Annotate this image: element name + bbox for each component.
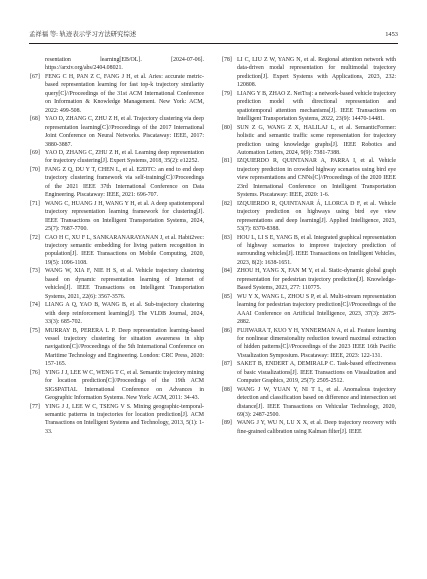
reference-text: WANG J Y, WU N, LU X X, et al. Deep trajectory recovery with fine-grained calibration using Kalman filter[J]. IEEE [237,420,396,435]
reference-number: [79] [222,90,232,97]
page-number: 1453 [385,31,398,38]
reference-entry [222,360,396,385]
reference-entry [222,200,396,234]
reference-number: [74] [30,302,40,309]
reference-number: [76] [30,369,40,376]
reference-text: LI C, LIU Z W, YANG N, et al. Regional attention network with data-driven modal representation for multimodal trajectory prediction[J]. Expert Systems with Applications, 2023, 232: 120808. [237,57,396,89]
reference-text: WANG W, XIA F, NIE H S, et al. Vehicle trajectory clustering based on dynamic representation learning of Internet of vehicles[J]. IEEE Transactions on Intelligent Transportation Systems, 2021, 22(6): 3567-3576. [45,268,204,300]
reference-text: WANG J W, YUAN Y, NI T L, et al. Anomalous trajectory detection and classification based on difference and intersection set distance[J]. IEEE Transactions on Vehicular Technology, 2020, 69(3): 2487-2500. [237,386,396,419]
reference-text: IZQUIERDO R, QUINTANAR A, PARRA I, et al. Vehicle trajectory prediction in crowded highway scenarios using bird eye view representations and CNNs[C]//Proceedings of the 2020 IEEE 23rd International Conference on Intelligent Transportation Systems. Piscataway: IEEE, 2020: 1-6. [237,158,396,199]
reference-number: [68] [30,116,40,123]
reference-entry [222,90,396,124]
reference-entry [30,301,204,326]
reference-number: [84] [222,268,232,275]
reference-entry [30,369,204,403]
reference-text: FENG C H, PAN Z C, FANG J H, et al. Aries: accurate metric-based representation learning for fast top-k trajectory similarity query[C]//Proceedings of the 31st ACM International Conference on Information & Knowledge Management. New York: ACM, 2022: 499-508. [45,73,204,114]
reference-text: YING J J, LEE W C, TSENG V S. Mining geographic-temporal-semantic patterns in trajectories for location prediction[J]. ACM Transactions on Intelligent Systems and Technology, 2013, 5(1): 1-33. [45,403,204,435]
reference-number: [72] [30,234,40,241]
reference-number: [69] [30,149,40,156]
reference-number: [89] [222,420,232,427]
running-header-title: 孟祥福 等: 轨迹表示学习方法研究综述 [29,31,137,38]
reference-entry [30,73,204,115]
reference-number: [81] [222,158,232,165]
reference-entry [30,327,204,369]
reference-entry [222,234,396,268]
reference-entry [30,234,204,268]
reference-number: [73] [30,268,40,275]
reference-text: ZHOU H, YANG X, FAN M Y, et al. Static-dynamic global graph representation for pedestrian trajectory prediction[J]. Knowledge-Based Systems, 2023, 277: 110775. [237,268,396,292]
reference-number: [83] [222,234,232,241]
reference-entry [222,124,396,158]
reference-text: resentation learning[EB/OL]. [2024-07-06]. https://arxiv.org/abs/2404.08021. [45,57,204,72]
running-header [29,29,398,41]
reference-text: FUJIWARA T, KUO Y H, YNNERMAN A, et al. Feature learning for nonlinear dimensionality reduction toward maximal extraction of hidden patterns[C]//Proceedings of the 2023 IEEE 16th Pacific Visualization Symposium. Piscataway: IEEE, 2023: 122-131. [237,327,396,359]
reference-text: HOU L, LI S E, YANG B, et al. Integrated graphical representation of highway scenarios to improve trajectory prediction of surrounding vehicles[J]. IEEE Transactions on Intelligent Vehicles, 2023, 8(2): 1638-1651. [237,234,396,266]
reference-entry [222,293,396,327]
reference-entry [222,386,396,420]
reference-number: [80] [222,124,232,131]
reference-text: FANG Z Q, DU Y T, CHEN L, et al. E2DTC: an end to end deep trajectory clustering framework via self-training[C]//Proceedings of the 2021 IEEE 37th International Conference on Data Engineering. Piscataway: IEEE, 2021: 696-707. [45,166,204,199]
reference-text: CAO H C, XU F L, SANKARANARAYANAN J, et al. Habit2vec: trajectory semantic embedding for living pattern recognition in population[J]. IEEE Transactions on Mobile Computing, 2020, 19(5): 1096-1108. [45,234,204,266]
reference-entry [30,166,204,200]
reference-entry [222,419,396,436]
reference-entry [30,56,204,73]
reference-number: [85] [222,293,232,300]
reference-number: [71] [30,200,40,207]
reference-number: [67] [30,73,40,80]
reference-text: SAKET B, ENDERT A, DEMIRALP C. Task-based effectiveness of basic visualizations[J]. IEEE Transactions on Visualization and Computer Graphics, 2019, 25(7): 2505-2512. [237,361,396,385]
reference-number: [88] [222,386,232,393]
reference-entry [30,267,204,301]
reference-text: YAO D, ZHANG C, ZHU Z H, et al. Trajectory clustering via deep representation learning[C]//Proceedings of the 2017 International Joint Conference on Neural Networks. Piscataway: IEEE, 2017: 3880-3887. [45,116,204,148]
reference-entry [30,200,204,234]
reference-number: [78] [222,57,232,63]
reference-number: [87] [222,361,232,368]
reference-entry [222,267,396,292]
reference-number: [86] [222,327,232,334]
reference-entry [30,115,204,149]
reference-text: MURRAY B, PERERA L P. Deep representation learning-based vessel trajectory clustering for situation awareness in ship navigation[C]//Proceedings of the 5th International Conference on Maritime Technology and Engineering. London: CRC Press, 2020: 157-165. [45,327,204,368]
reference-entry [222,56,396,90]
reference-entry [30,403,204,437]
reference-number: [77] [30,403,40,410]
reference-number: [75] [30,327,40,334]
reference-entry [30,149,204,166]
reference-text: LIANG A Q, YAO B, WANG B, et al. Sub-trajectory clustering with deep reinforcement learning[J]. The VLDB Journal, 2024, 33(3): 685-702. [45,302,204,326]
reference-number: [82] [222,200,232,207]
reference-column-left [30,56,204,568]
reference-entry [222,327,396,361]
reference-text: LIANG Y B, ZHAO Z. NetTraj: a network-based vehicle trajectory prediction model with directional representation and spatiotemporal attention mechanisms[J]. IEEE Transactions on Intelligent Transportation Systems, 2022, 23(9): 14470-14481. [237,90,396,123]
reference-number: [70] [30,166,40,173]
reference-entry [222,157,396,199]
reference-text: SUN Z G, WANG Z X, HALILAJ L, et al. SemanticFormer: holistic and semantic traffic scene representation for trajectory prediction using knowledge graphs[J]. IEEE Robotics and Automation Letters, 2024, 9(9): 7381-7388. [237,124,396,156]
reference-text: YAO D, ZHANG C, ZHU Z H, et al. Learning deep representation for trajectory clustering[J]. Expert Systems, 2018, 35(2): e12252. [45,149,204,165]
reference-text: YING J J, LEE W C, WENG T C, et al. Semantic trajectory mining for location prediction[C]//Proceedings of the 19th ACM SIGSPATIAL International Conference on Advances in Geographic Information Systems. New York: ACM, 2011: 34-43. [45,369,204,402]
reference-column-right [222,56,396,568]
reference-text: IZQUIERDO R, QUINTANAR Á, LLORCA D F, et al. Vehicle trajectory prediction on highways using bird eye view representations and deep learning[J]. Applied Intelligence, 2023, 53(7): 8370-8388. [237,200,396,233]
reference-text: WANG C, HUANG J H, WANG Y H, et al. A deep spatiotemporal trajectory representation learning framework for clustering[J]. IEEE Transactions on Intelligent Transportation Systems, 2024, 25(7): 7687-7700. [45,200,204,233]
header-rule [29,43,398,44]
reference-text: WU Y X, WANG L, ZHOU S P, et al. Multi-stream representation learning for pedestrian trajectory prediction[C]//Proceedings of the AAAI Conference on Artificial Intelligence, 2023, 37(3): 2875-2882. [237,293,396,326]
